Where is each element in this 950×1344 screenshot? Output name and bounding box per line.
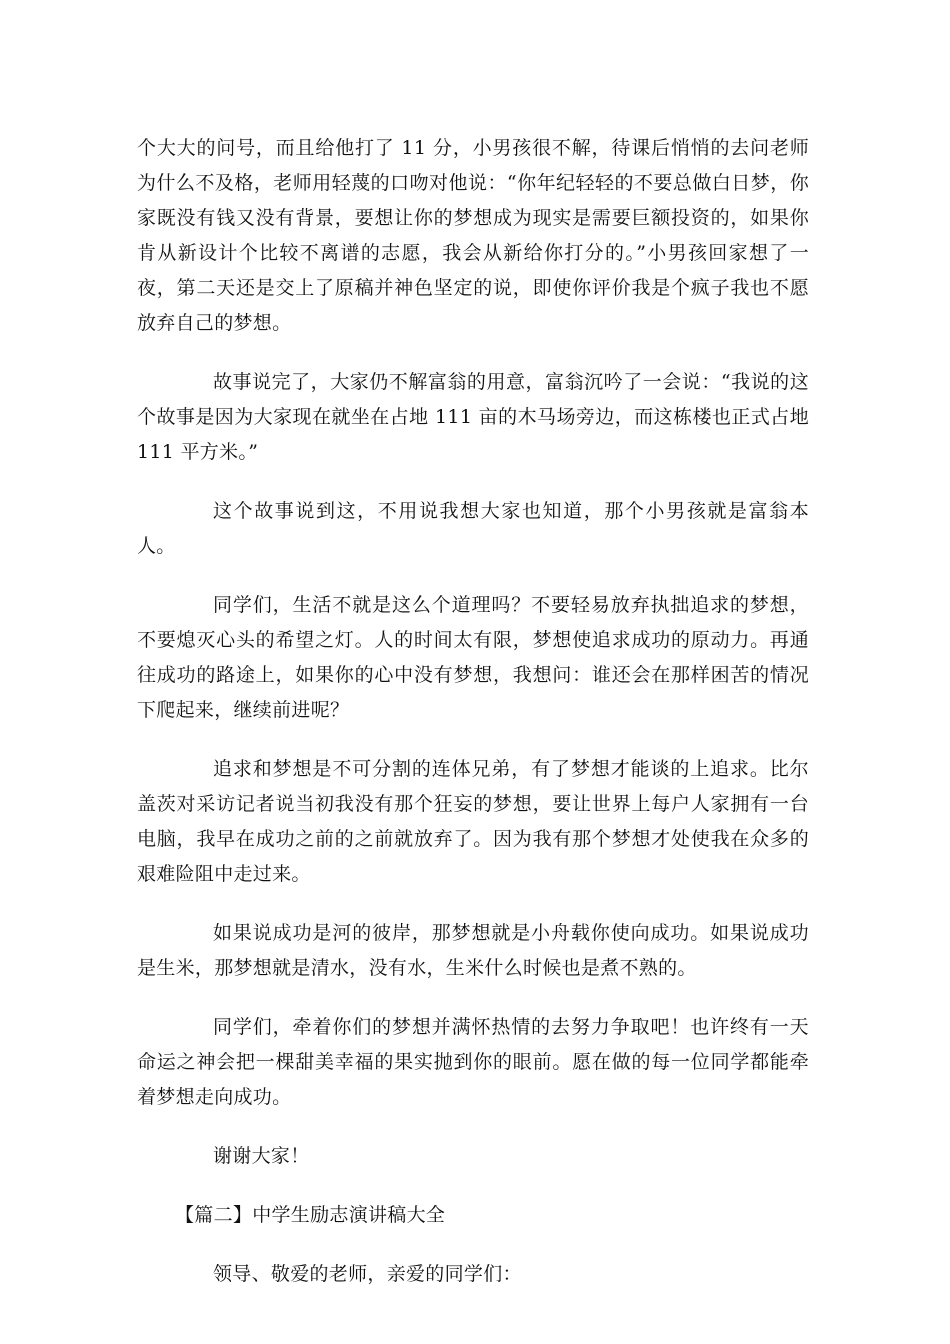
- paragraph-greeting: 领导、敬爱的老师，亲爱的同学们：: [213, 1263, 522, 1285]
- paragraph-encouragement: 同学们，牵着你们的梦想并满怀热情的去努力争取吧！也许终有一天命运之神会把一棵甜美幸福的果实抛到你的眼前。愿在做的每一位同学都能牵着梦想走向成功。: [137, 1016, 809, 1108]
- paragraph-bill-gates: 追求和梦想是不可分割的连体兄弟，有了梦想才能谈的上追求。比尔盖茨对采访记者说当初我没有那个狂妄的梦想，要让世界上每户人家拥有一台电脑，我早在成功之前的之前就放弃了。因为我有那个梦想才处使我在众多的艰难险阻中走过来。: [137, 758, 809, 885]
- paragraph-life-lesson: 同学们，生活不就是这么个道理吗？不要轻易放弃执拙追求的梦想，不要熄灭心头的希望之灯。人的时间太有限，梦想使追求成功的原动力。再通往成功的路途上，如果你的心中没有梦想，我想问：谁还会在那样困苦的情况下爬起来，继续前进呢？: [137, 594, 809, 721]
- paragraph-reveal: 这个故事说到这，不用说我想大家也知道，那个小男孩就是富翁本人。: [137, 500, 809, 557]
- paragraph-thanks: 谢谢大家！: [213, 1145, 310, 1167]
- document-body: [137, 131, 809, 1316]
- paragraph-story-ending: 故事说完了，大家仍不解富翁的用意，富翁沉吟了一会说：“我说的这个故事是因为大家现在就坐在占地 111 亩的木马场旁边，而这栋楼也正式占地 111 平方米。”: [137, 371, 809, 463]
- paragraph-metaphor: 如果说成功是河的彼岸，那梦想就是小舟载你使向成功。如果说成功是生米，那梦想就是清水，没有水，生米什么时候也是煮不熟的。: [137, 922, 809, 979]
- section-heading: 【篇二】中学生励志演讲稿大全: [175, 1204, 446, 1226]
- paragraph-story-continuation: 个大大的问号，而且给他打了 11 分，小男孩很不解，待课后悄悄的去问老师为什么不及格，老师用轻蔑的口吻对他说：“你年纪轻轻的不要总做白日梦，你家既没有钱又没有背景，要想让你的梦想成为现实是需要巨额投资的，如果你肯从新设计个比较不离谱的志愿，我会从新给你打分的。”小男孩回家想了一夜，第二天还是交上了原稿并神色坚定的说，即使你评价我是个疯子我也不愿放弃自己的梦想。: [137, 137, 809, 334]
